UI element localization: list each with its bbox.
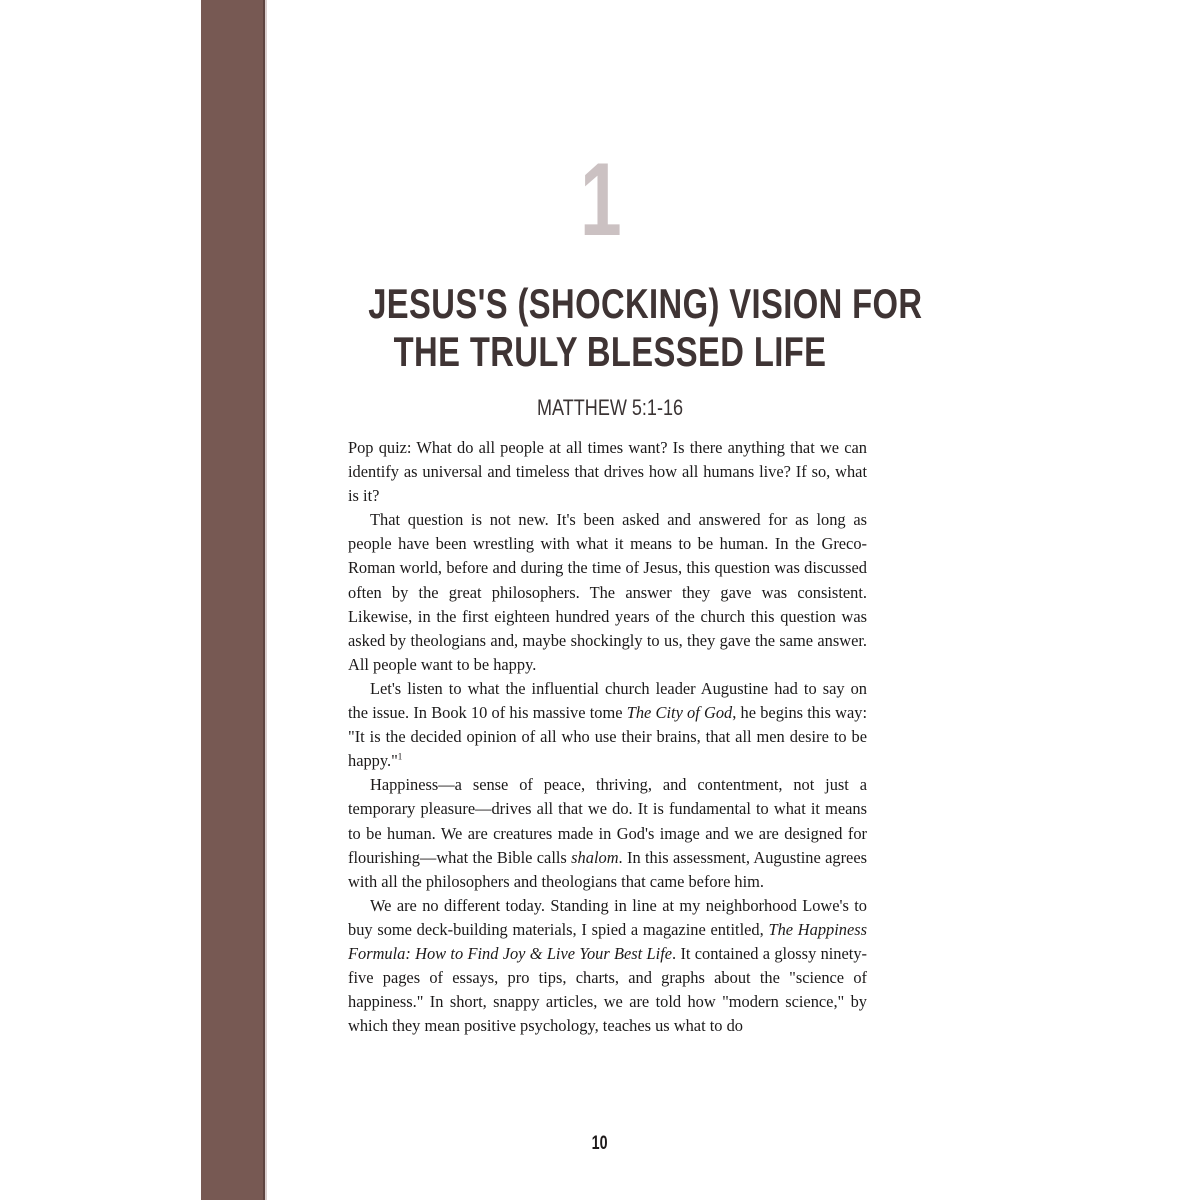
paragraph-4	[348, 773, 867, 893]
paragraph-4-text-a: Happiness—a sense of peace, thriving, and contentment, not just a temporary pleasure—drives all that we do. It is fundamental to what it means to be human. We are creatures made in God's image and we are designed for flourishing—what the Bible calls	[348, 775, 867, 867]
scripture-reference-text: MATTHEW 5:1-16	[536, 395, 684, 420]
magazine-title: The Happiness Formula: How to Find Joy & Live Your Best Life	[348, 919, 868, 963]
body-text	[348, 436, 867, 1038]
book-title-city-of-god: The City of God	[626, 703, 733, 723]
page-number	[0, 1133, 1200, 1155]
paragraph-5-text-a: We are no different today. Standing in line at my neighborhood Lowe's to buy some deck-building materials, I spied a magazine entitled,	[348, 895, 867, 939]
scripture-reference	[300, 395, 920, 421]
footnote-marker[interactable]: 1	[397, 751, 403, 762]
paragraph-2: That question is not new. It's been asked and answered for as long as people have been wrestling with what it means to be human. In the Greco-Roman world, before and during the time of Jesus, this question was discussed often by the great philosophers. The answer they gave was consistent. Likewise, in the first eighteen hundred years of the church this question was asked by theologians and, maybe shockingly to us, they gave the same answer. All people want to be happy.	[348, 510, 867, 674]
chapter-number: 1	[580, 142, 622, 258]
paragraph-4-text-b: . In this assessment, Augustine agrees with all the philosophers and theologians that came before him.	[348, 847, 867, 891]
paragraph-3-text-a: Let's listen to what the influential church leader Augustine had to say on the issue. In Book 10 of his massive tome	[348, 678, 867, 723]
paragraph-5	[348, 894, 867, 1039]
paragraph-5-text-b: . It contained a glossy ninety-five pages of essays, pro tips, charts, and graphs about the "science of happiness." In short, snappy articles, we are told how "modern science," by which they mean positive psychology, teaches us what to do	[348, 943, 867, 1036]
chapter-title-line-2: THE TRULY BLESSED LIFE	[393, 328, 827, 375]
chapter-title-line-1: JESUS'S (SHOCKING) VISION FOR	[368, 280, 923, 327]
paragraph-3-text-b: , he begins this way: "It is the decided opinion of all who use their brains, that all men desire to be happy."	[348, 703, 867, 771]
chapter-title	[300, 280, 923, 376]
page-number-text: 10	[592, 1133, 608, 1154]
paragraph-3	[348, 677, 867, 773]
term-shalom: shalom	[571, 847, 619, 867]
paragraph-1: Pop quiz: What do all people at all times want? Is there anything that we can identify as universal and timeless that drives how all humans live? If so, what is it?	[348, 438, 867, 506]
